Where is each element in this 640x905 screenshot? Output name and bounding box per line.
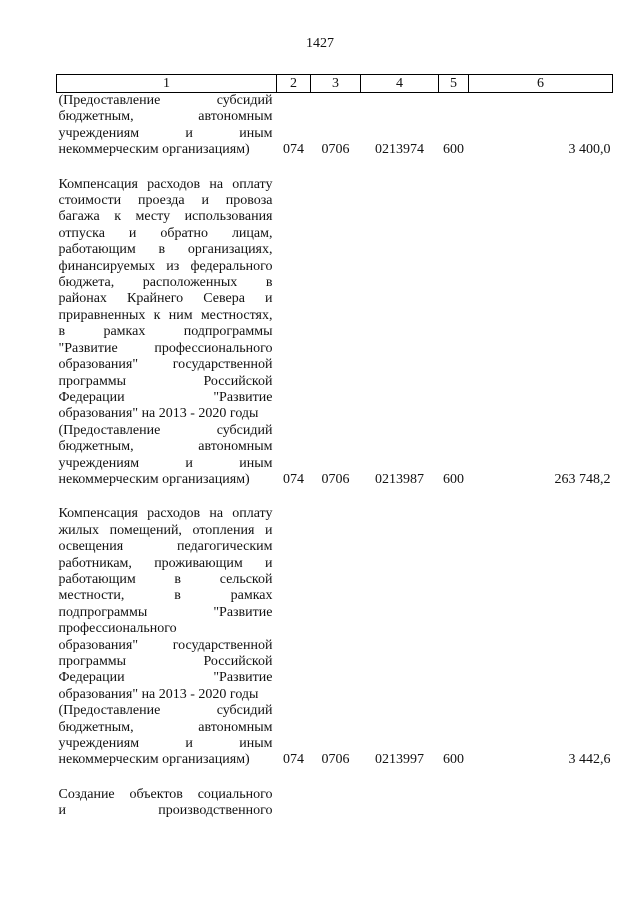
description-line: учреждениям и иным <box>58 125 273 141</box>
description-line: работающим в организациях, <box>58 242 273 258</box>
header-col-4: 4 <box>361 75 439 93</box>
row-gr: 074 <box>283 142 304 158</box>
description-line: подпрограммы "Развитие <box>58 604 273 620</box>
description-line: Федерации "Развитие <box>58 670 273 686</box>
description-line: Компенсация расходов на оплату <box>58 176 273 192</box>
row-description <box>57 506 277 769</box>
description-line: некоммерческим организациям) <box>58 471 250 487</box>
page-number: 1427 <box>306 36 334 51</box>
description-line: бюджетным, автономным <box>58 109 273 125</box>
row-vr: 600 <box>443 471 464 487</box>
row-vr <box>439 787 469 820</box>
row-description <box>57 787 277 820</box>
description-line: образования" государственной <box>58 357 273 373</box>
header-col-2: 2 <box>277 75 311 93</box>
description-line: приравненных к ним местностях, <box>58 307 273 323</box>
description-line: местности, в рамках <box>58 588 273 604</box>
description-line: (Предоставление субсидий <box>58 703 273 719</box>
row-vr: 600 <box>443 142 464 158</box>
row-csr: 0213987 <box>375 471 424 487</box>
description-line: образования" на 2013 - 2020 годы <box>58 406 259 422</box>
description-line: бюджетным, автономным <box>58 439 273 455</box>
header-col-1: 1 <box>57 75 277 93</box>
row-gr: 074 <box>283 752 304 768</box>
row-rz: 0706 <box>321 752 350 768</box>
description-line: учреждениям и иным <box>58 736 273 752</box>
description-line: в рамках подпрограммы <box>58 324 273 340</box>
row-csr: 0213974 <box>375 142 424 158</box>
description-line: отпуска и обратно лицам, <box>58 225 273 241</box>
description-line: (Предоставление субсидий <box>58 93 273 108</box>
row-csr <box>361 787 439 820</box>
description-line: образования" на 2013 - 2020 годы <box>58 686 259 702</box>
description-line: жилых помещений, отопления и <box>58 522 273 538</box>
description-line: "Развитие профессионального <box>58 340 273 356</box>
header-col-6: 6 <box>469 75 613 93</box>
row-rz <box>311 787 361 820</box>
description-line: освещения педагогическим <box>58 539 273 555</box>
row-vr: 600 <box>443 752 464 768</box>
row-rz: 0706 <box>321 471 350 487</box>
description-line: Создание объектов социального <box>58 786 273 802</box>
budget-table <box>56 74 613 820</box>
description-line: Федерации "Развитие <box>58 389 273 405</box>
description-line: Компенсация расходов на оплату <box>58 506 273 522</box>
description-line: бюджетным, автономным <box>58 719 273 735</box>
row-rz: 0706 <box>321 142 350 158</box>
description-line: и производственного <box>58 803 273 819</box>
row-csr: 0213997 <box>375 752 424 768</box>
description-line: багажа к месту использования <box>58 209 273 225</box>
row-amount: 3 400,0 <box>568 142 611 158</box>
header-col-3: 3 <box>311 75 361 93</box>
description-line: (Предоставление субсидий <box>58 422 273 438</box>
description-line: районах Крайнего Севера и <box>58 291 273 307</box>
row-amount: 263 748,2 <box>554 471 611 487</box>
table-row <box>57 177 613 489</box>
description-line: работающим в сельской <box>58 571 273 587</box>
table-row <box>57 506 613 769</box>
row-description <box>57 177 277 489</box>
header-col-5: 5 <box>439 75 469 93</box>
table-row <box>57 787 613 820</box>
description-line: стоимости проезда и провоза <box>58 193 273 209</box>
description-line: программы Российской <box>58 654 273 669</box>
description-line: финансируемых из федерального <box>58 258 273 274</box>
description-line: некоммерческим организациям) <box>58 142 250 158</box>
description-line: учреждениям и иным <box>58 455 273 471</box>
row-amount <box>469 787 613 820</box>
table-header-row <box>57 75 613 93</box>
description-line: бюджета, расположенных в <box>58 275 273 291</box>
description-line: работникам, проживающим и <box>58 555 273 571</box>
description-line: программы Российской <box>58 373 273 389</box>
table-row <box>57 93 613 159</box>
row-gr <box>277 787 311 820</box>
row-amount: 3 442,6 <box>568 752 611 768</box>
row-gr: 074 <box>283 471 304 487</box>
description-line: профессионального <box>58 621 177 637</box>
row-description <box>57 93 277 159</box>
description-line: образования" государственной <box>58 637 273 653</box>
description-line: некоммерческим организациям) <box>58 752 250 768</box>
